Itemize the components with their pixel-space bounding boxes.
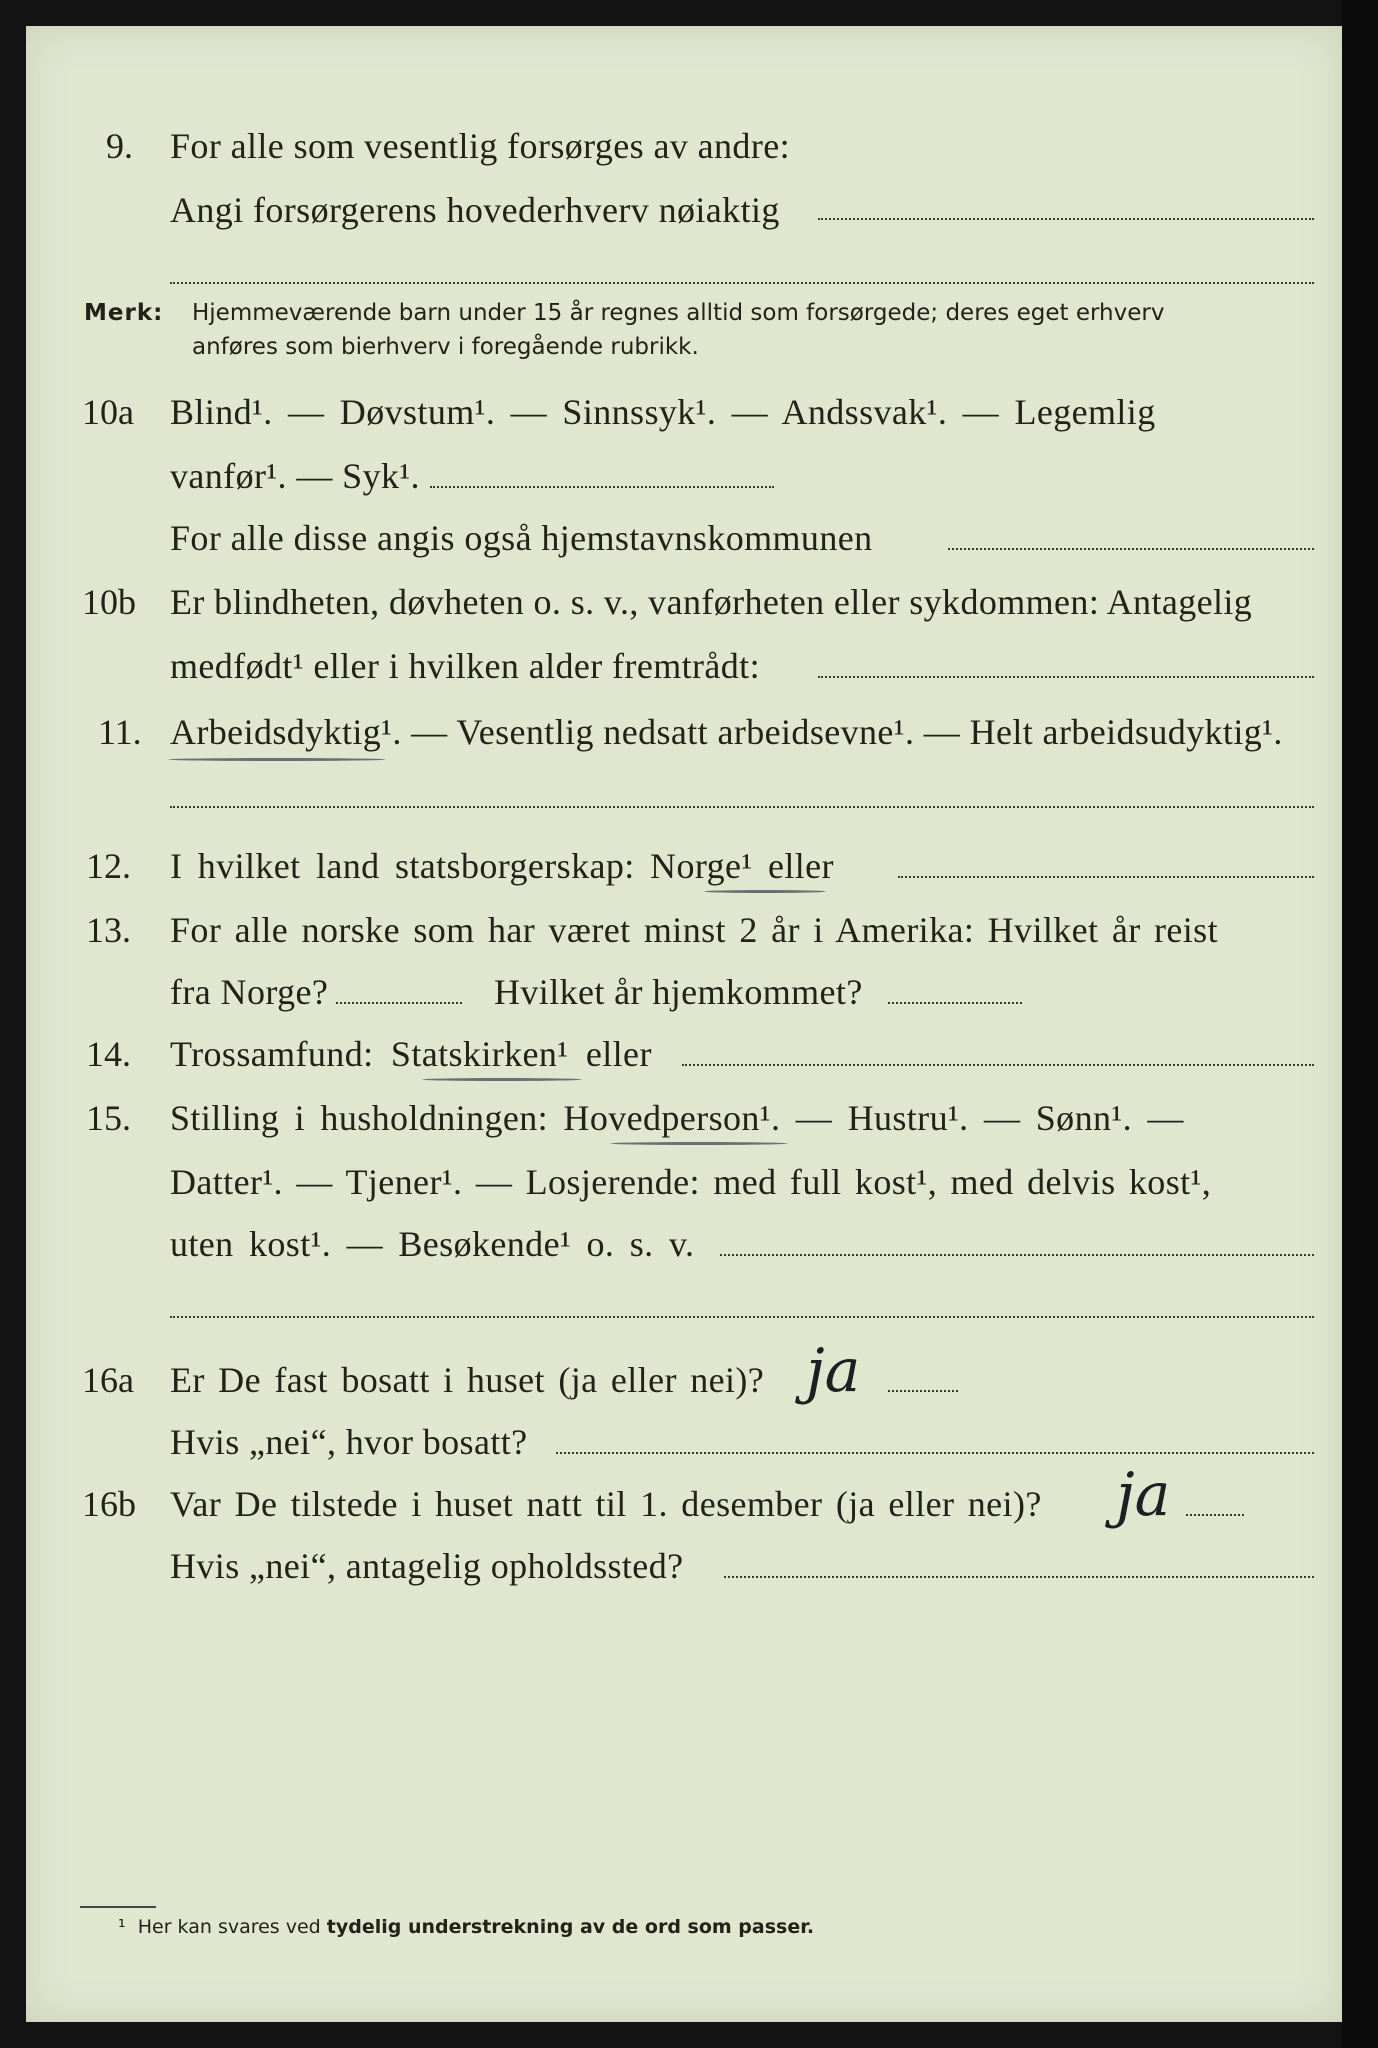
item-10b-line-2: medfødt¹ eller i hvilken alder fremtrådt: <box>170 646 760 686</box>
item-12-line-1: I hvilket land statsborgerskap: Norge¹ eller <box>170 846 834 886</box>
item-10a-line-1: Blind¹. — Døvstum¹. — Sinnssyk¹. — Andssvak¹. — Legemlig <box>170 392 1156 432</box>
scan-edge <box>1342 0 1378 2048</box>
underline-statskirken <box>422 1078 582 1081</box>
item-number-9: 9. <box>106 126 133 166</box>
item-9-line-1: For alle som vesentlig forsørges av andre: <box>170 126 790 166</box>
item-10a-line-3: For alle disse angis også hjemstavnskommunen <box>170 518 873 558</box>
item-9-line-2: Angi forsørgerens hovederhverv nøiaktig <box>170 190 780 230</box>
merk-line-2: anføres som bierhverv i foregående rubrikk. <box>192 334 699 360</box>
answer-line-10a-kommune[interactable] <box>948 548 1314 550</box>
handwritten-answer-16a: ja <box>806 1336 861 1406</box>
item-number-16b: 16b <box>82 1484 136 1524</box>
answer-line-9-extra[interactable] <box>170 282 1314 284</box>
answer-line-15-extra[interactable] <box>170 1316 1314 1318</box>
answer-line-16a[interactable] <box>888 1390 958 1392</box>
answer-line-10b[interactable] <box>818 676 1314 678</box>
item-number-11: 11. <box>98 712 142 752</box>
answer-line-11[interactable] <box>170 806 1314 808</box>
item-number-12: 12. <box>86 846 131 886</box>
answer-line-14[interactable] <box>682 1064 1314 1066</box>
census-form-page <box>26 26 1342 2022</box>
item-10a-line-2: vanfør¹. — Syk¹. <box>170 456 420 496</box>
answer-line-16a-bosatt[interactable] <box>556 1452 1314 1454</box>
merk-label: Merk: <box>84 300 164 326</box>
underline-norge <box>704 890 826 893</box>
footnote-plain: Her kan svares ved <box>137 1916 321 1938</box>
item-number-16a: 16a <box>82 1360 134 1400</box>
item-16a-line-1: Er De fast bosatt i huset (ja eller nei)? <box>170 1360 765 1400</box>
answer-line-16b[interactable] <box>1186 1514 1244 1516</box>
answer-line-9[interactable] <box>818 218 1314 220</box>
item-15-line-1: Stilling i husholdningen: Hovedperson¹. — Hustru¹. — Sønn¹. — <box>170 1098 1184 1138</box>
item-15-line-2: Datter¹. — Tjener¹. — Losjerende: med full kost¹, med delvis kost¹, <box>170 1162 1212 1202</box>
item-16b-line-2: Hvis „nei“, antagelig opholdssted? <box>170 1546 684 1586</box>
answer-line-16b-opholdssted[interactable] <box>724 1576 1314 1578</box>
item-13-line-2b: Hvilket år hjemkommet? <box>494 972 863 1012</box>
answer-line-15[interactable] <box>720 1254 1314 1256</box>
item-14-line-1: Trossamfund: Statskirken¹ eller <box>170 1034 652 1074</box>
item-15-line-3: uten kost¹. — Besøkende¹ o. s. v. <box>170 1224 695 1264</box>
answer-line-13-hjemkommet[interactable] <box>888 1002 1022 1004</box>
item-13-line-2a: fra Norge? <box>170 972 329 1012</box>
item-10b-line-1: Er blindheten, døvheten o. s. v., vanførheten eller sykdommen: Antagelig <box>170 582 1253 622</box>
item-16b-line-1: Var De tilstede i huset natt til 1. desember (ja eller nei)? <box>170 1484 1042 1524</box>
footnote-mark: ¹ <box>118 1916 126 1938</box>
item-number-13: 13. <box>86 910 131 950</box>
underline-arbeidsdyktig <box>168 758 386 761</box>
answer-line-10a-syk[interactable] <box>430 486 774 488</box>
item-13-line-1: For alle norske som har været minst 2 år i Amerika: Hvilket år reist <box>170 910 1218 950</box>
merk-line-1: Hjemmeværende barn under 15 år regnes alltid som forsørgede; deres eget erhverv <box>192 300 1165 326</box>
footnote-bold: tydelig understrekning av de ord som passer. <box>326 1916 815 1938</box>
handwritten-answer-16b: ja <box>1116 1460 1171 1530</box>
underline-hovedperson <box>610 1142 788 1145</box>
footnote <box>118 1916 814 1938</box>
item-number-10a: 10a <box>82 392 134 432</box>
answer-line-13-reist[interactable] <box>336 1002 462 1004</box>
item-16a-line-2: Hvis „nei“, hvor bosatt? <box>170 1422 528 1462</box>
item-number-15: 15. <box>86 1098 131 1138</box>
answer-line-12[interactable] <box>898 876 1314 878</box>
footnote-rule <box>80 1906 156 1908</box>
item-number-14: 14. <box>86 1034 131 1074</box>
item-11-line-1: Arbeidsdyktig¹. — Vesentlig nedsatt arbeidsevne¹. — Helt arbeidsudyktig¹. <box>170 712 1283 752</box>
item-number-10b: 10b <box>82 582 136 622</box>
